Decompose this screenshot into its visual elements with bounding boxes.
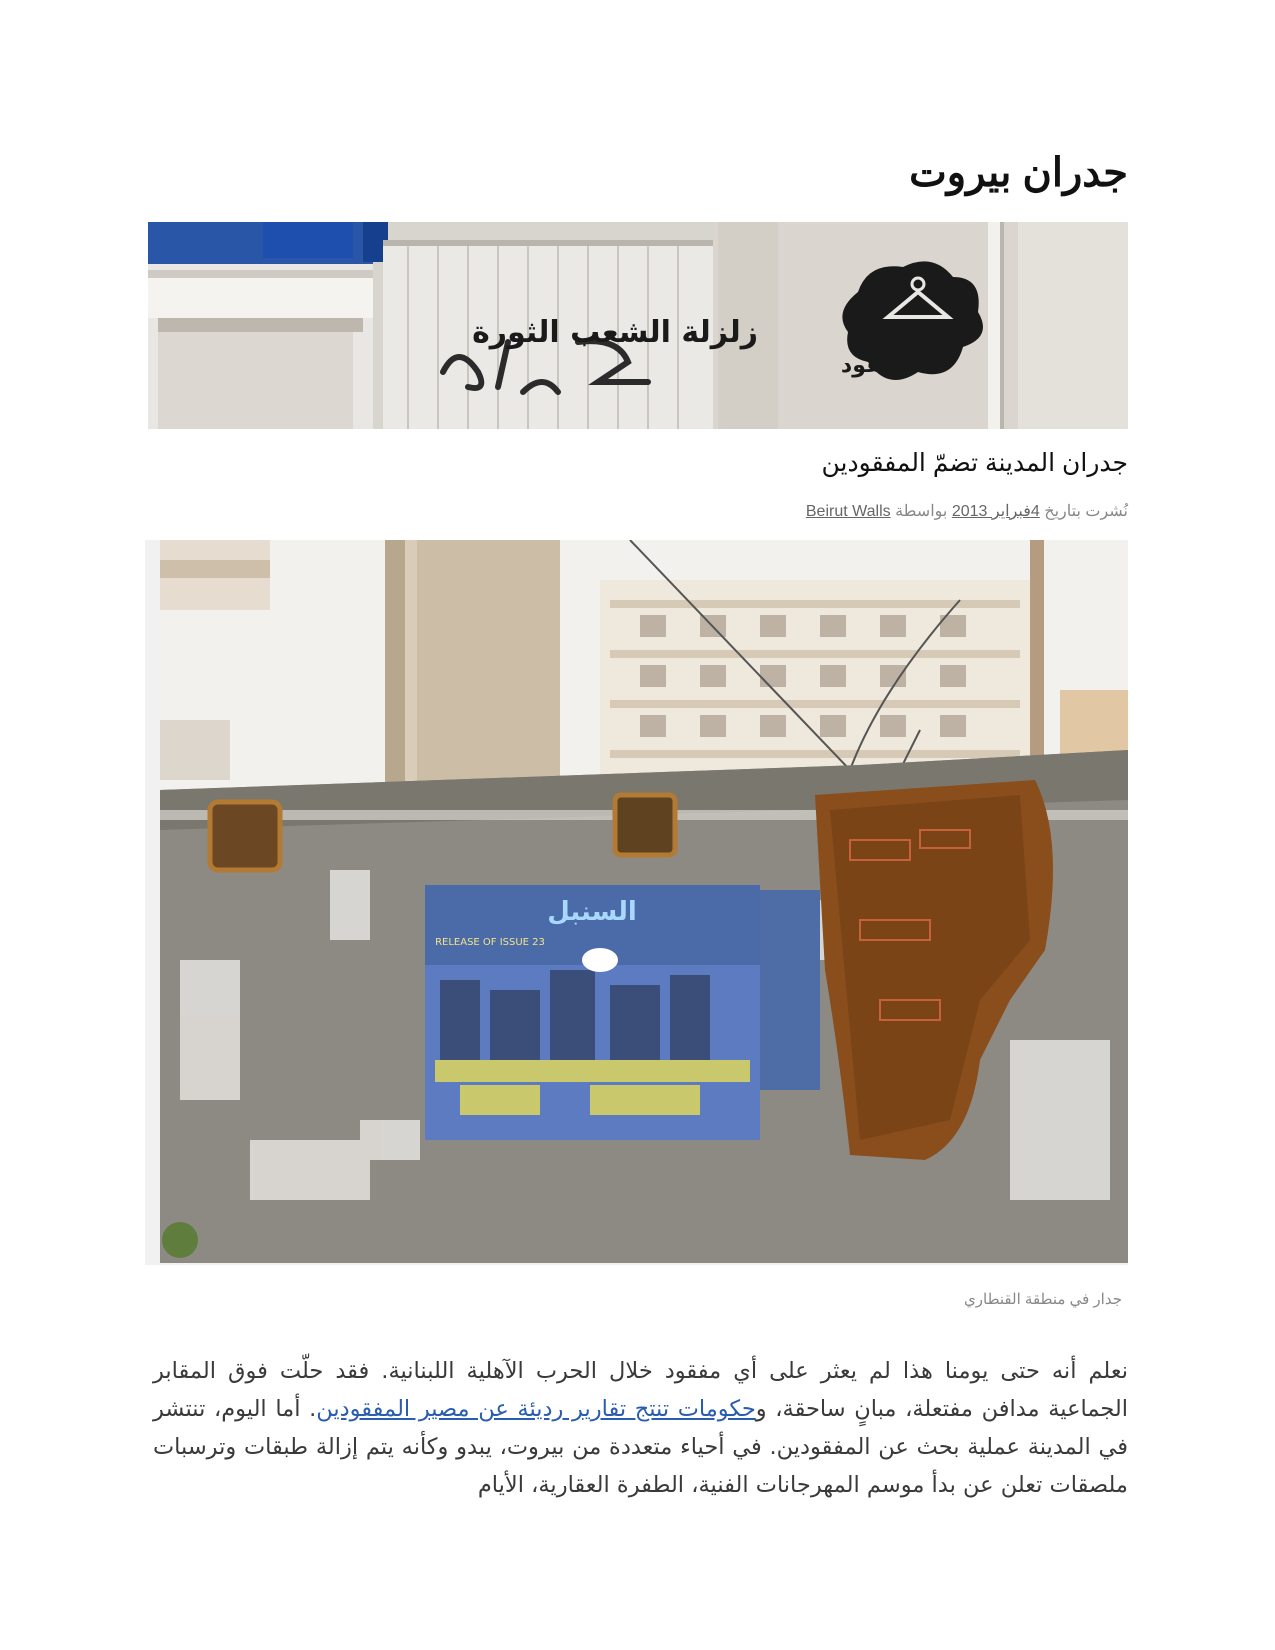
wall-photo[interactable]	[160, 540, 1128, 1263]
banner-stencil-text: زلزلة الشعب الثورة	[472, 315, 758, 350]
article-text-1: نعلم أنه حتى يومنا هذا لم يعثر على أي مفقود خلال الحرب الآهلية اللبنانية. فقد حلّت فوق المقابر الجماعية مدافن مفتعلة، مبانٍ ساحقة، و	[153, 1358, 1128, 1422]
poster-title: السنبل	[547, 897, 637, 927]
poster-subtitle: RELEASE OF ISSUE 23	[435, 937, 545, 948]
author-link[interactable]: Beirut Walls	[805, 503, 891, 520]
published-prefix: نُشرت بتاريخ	[1044, 503, 1128, 520]
blog-title[interactable]: جدران بيروت	[909, 151, 1128, 195]
by-word: بواسطة	[895, 503, 948, 520]
article-text-2: . أما اليوم، تنتشر في المدينة عملية بحث عن المفقودين. في أحياء متعددة من بيروت، يبدو وكأنه يتم إزالة طبقات وترسبات ملصقات تعلن عن بدأ موسم المهرجانات الفنية، الطفرة العقارية، الأيام	[153, 1396, 1128, 1498]
photo-frame	[145, 540, 1128, 1265]
photo-caption: جدار في منطقة القنطاري	[964, 1291, 1122, 1308]
post-meta	[806, 501, 1128, 521]
post-date-link[interactable]: 4فبراير 2013	[951, 503, 1040, 520]
post-page	[148, 0, 1128, 1650]
post-title[interactable]: جدران المدينة تضمّ المفقودين	[821, 449, 1128, 477]
missing-reports-link[interactable]: حكومات تنتج تقارير رديئة عن مصير المفقودين	[316, 1396, 756, 1422]
header-banner-image	[148, 222, 1128, 429]
article-body	[153, 1352, 1128, 1504]
banner-stencil2-text: انا مفقود	[840, 353, 943, 378]
